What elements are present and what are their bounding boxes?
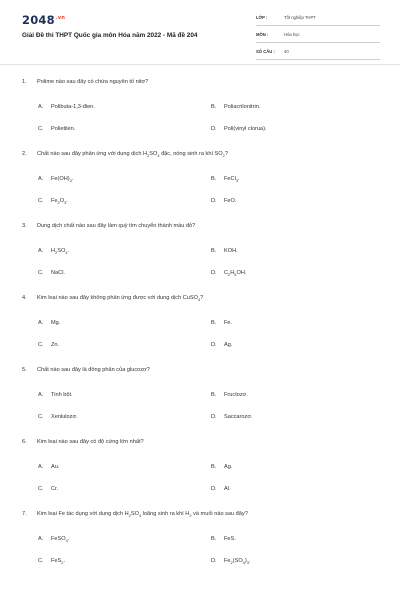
option-letter: D. — [211, 270, 217, 276]
option-text: KOH. — [224, 248, 238, 254]
exam-title: Giải Đề thi THPT Quốc gia môn Hóa năm 2022 - Mã đề 204 — [22, 32, 198, 39]
option-letter: A. — [38, 248, 44, 254]
answer-option[interactable] — [38, 464, 59, 470]
option-text: Mg. — [51, 320, 61, 326]
option-text: Xenlulozơ. — [51, 414, 78, 420]
question-number: 3. — [22, 223, 27, 229]
meta-row-subject — [256, 29, 380, 43]
meta-label: LỚP : — [256, 15, 268, 20]
question-text: Kim loại nào sau đây có độ cứng lớn nhất? — [37, 439, 144, 445]
option-letter: C. — [38, 342, 44, 348]
option-letter: B. — [211, 536, 217, 542]
option-text: FeCl$_3$. — [224, 176, 240, 184]
exam-meta — [256, 12, 380, 63]
answer-option[interactable] — [211, 392, 248, 398]
option-letter: A. — [38, 536, 44, 542]
answer-option[interactable] — [211, 414, 253, 420]
option-letter: B. — [211, 320, 217, 326]
option-text: $Fe_2O_3$. — [51, 198, 68, 206]
answer-option[interactable] — [38, 176, 73, 182]
meta-value: Hóa học — [284, 32, 300, 37]
answer-option[interactable] — [211, 270, 246, 276]
question-number: 6. — [22, 439, 27, 445]
option-text: Cr. — [51, 486, 59, 492]
answer-option[interactable] — [211, 126, 267, 132]
answer-option[interactable] — [211, 536, 236, 542]
question-text: Kim loại nào sau đây không phản ứng được với dung dịch CuSO$_4$? — [37, 295, 204, 303]
option-text: FeS$_2$. — [51, 558, 66, 566]
question-item — [0, 511, 400, 583]
question-list — [0, 79, 400, 583]
option-letter: A. — [38, 104, 44, 110]
question-item — [0, 151, 400, 223]
option-letter: C. — [38, 486, 44, 492]
option-text: Tinh bột. — [51, 392, 73, 398]
option-letter: D. — [211, 198, 217, 204]
option-letter: C. — [38, 414, 44, 420]
question-stem — [22, 223, 195, 229]
question-item — [0, 367, 400, 439]
option-letter: B. — [211, 464, 217, 470]
answer-option[interactable] — [38, 320, 60, 326]
answer-option[interactable] — [211, 558, 250, 564]
question-number: 1. — [22, 79, 27, 85]
option-text: $Fe_2(SO_4)_3$. — [224, 558, 251, 566]
header-divider — [0, 64, 400, 65]
option-text: Fe. — [224, 320, 233, 326]
answer-option[interactable] — [211, 486, 231, 492]
answer-option[interactable] — [211, 342, 232, 348]
answer-option[interactable] — [211, 198, 236, 204]
option-text: NaCl. — [51, 270, 65, 276]
question-text: Kim loại Fe tác dụng với dung dịch $H_2SO_4$ loãng sinh ra khí $H_2$ và muối nào sau đây? — [37, 511, 248, 519]
option-text: FeS. — [224, 536, 236, 542]
question-stem — [22, 511, 248, 517]
option-letter: C. — [38, 558, 44, 564]
question-item — [0, 295, 400, 367]
option-letter: A. — [38, 392, 44, 398]
logo-text: 2048 — [22, 13, 55, 27]
question-stem — [22, 367, 150, 373]
option-letter: D. — [211, 126, 217, 132]
option-text: Zn. — [51, 342, 60, 348]
answer-option[interactable] — [211, 176, 240, 182]
answer-option[interactable] — [38, 486, 58, 492]
option-letter: C. — [38, 198, 44, 204]
option-text: $Fe(OH)_3$. — [51, 176, 74, 184]
question-number: 4. — [22, 295, 27, 301]
answer-option[interactable] — [211, 320, 232, 326]
option-letter: C. — [38, 126, 44, 132]
answer-option[interactable] — [211, 104, 260, 110]
question-stem — [22, 439, 144, 445]
option-text: Poli(vinyl clorua). — [224, 126, 267, 132]
option-letter: B. — [211, 176, 217, 182]
meta-row-count — [256, 46, 380, 60]
answer-option[interactable] — [38, 414, 78, 420]
option-text: Au. — [51, 464, 60, 470]
option-text: Fructozơ. — [224, 392, 248, 398]
page-header — [0, 0, 400, 62]
question-number: 5. — [22, 367, 27, 373]
question-stem — [22, 295, 203, 301]
site-logo[interactable] — [22, 13, 65, 27]
option-letter: C. — [38, 270, 44, 276]
option-text: $C_2H_5OH$. — [224, 270, 247, 278]
question-text: Polime nào sau đây có chứa nguyên tố nitơ? — [37, 79, 149, 85]
meta-value: 40 — [284, 49, 289, 54]
question-number: 7. — [22, 511, 27, 517]
meta-row-class — [256, 12, 380, 26]
option-letter: D. — [211, 414, 217, 420]
option-text: Polibuta-1,3-đien. — [51, 104, 95, 110]
option-text: Ag. — [224, 342, 233, 348]
answer-option[interactable] — [211, 248, 238, 254]
question-item — [0, 223, 400, 295]
option-letter: A. — [38, 464, 44, 470]
answer-option[interactable] — [38, 104, 95, 110]
option-letter: B. — [211, 248, 217, 254]
question-item — [0, 439, 400, 511]
option-text: Polietilen. — [51, 126, 76, 132]
option-letter: A. — [38, 320, 44, 326]
answer-option[interactable] — [38, 270, 65, 276]
answer-option[interactable] — [38, 558, 65, 564]
option-letter: B. — [211, 104, 217, 110]
meta-label: SỐ CÂU : — [256, 49, 275, 54]
answer-option[interactable] — [38, 248, 69, 254]
option-letter: B. — [211, 392, 217, 398]
option-text: Al. — [224, 486, 231, 492]
question-text: Chất nào sau đây phản ứng với dung dịch $H_2SO_4$ đặc, nóng sinh ra khí $SO_2$? — [37, 151, 228, 159]
question-item — [0, 79, 400, 151]
option-letter: A. — [38, 176, 44, 182]
answer-option[interactable] — [38, 536, 69, 542]
option-letter: D. — [211, 486, 217, 492]
logo-suffix: .vn — [55, 15, 66, 21]
option-text: Saccarozơ. — [224, 414, 253, 420]
option-text: Poliacrilonitrin. — [224, 104, 261, 110]
answer-option[interactable] — [211, 464, 232, 470]
question-text: Chất nào sau đây là đồng phân của glucozơ? — [37, 367, 150, 373]
answer-option[interactable] — [38, 198, 68, 204]
meta-value: Tốt nghiệp THPT — [284, 15, 316, 20]
option-text: $H_2SO_4$. — [51, 248, 70, 256]
question-text: Dung dịch chất nào sau đây làm quỳ tím chuyển thành màu đỏ? — [37, 223, 196, 229]
option-text: Ag. — [224, 464, 233, 470]
question-stem — [22, 79, 148, 85]
question-number: 2. — [22, 151, 27, 157]
option-letter: D. — [211, 342, 217, 348]
meta-label: MÔN : — [256, 32, 269, 37]
answer-option[interactable] — [38, 392, 73, 398]
question-stem — [22, 151, 228, 157]
option-text: FeO. — [224, 198, 237, 204]
option-text: FeSO$_4$. — [51, 536, 70, 544]
answer-option[interactable] — [38, 342, 59, 348]
option-letter: D. — [211, 558, 217, 564]
answer-option[interactable] — [38, 126, 75, 132]
